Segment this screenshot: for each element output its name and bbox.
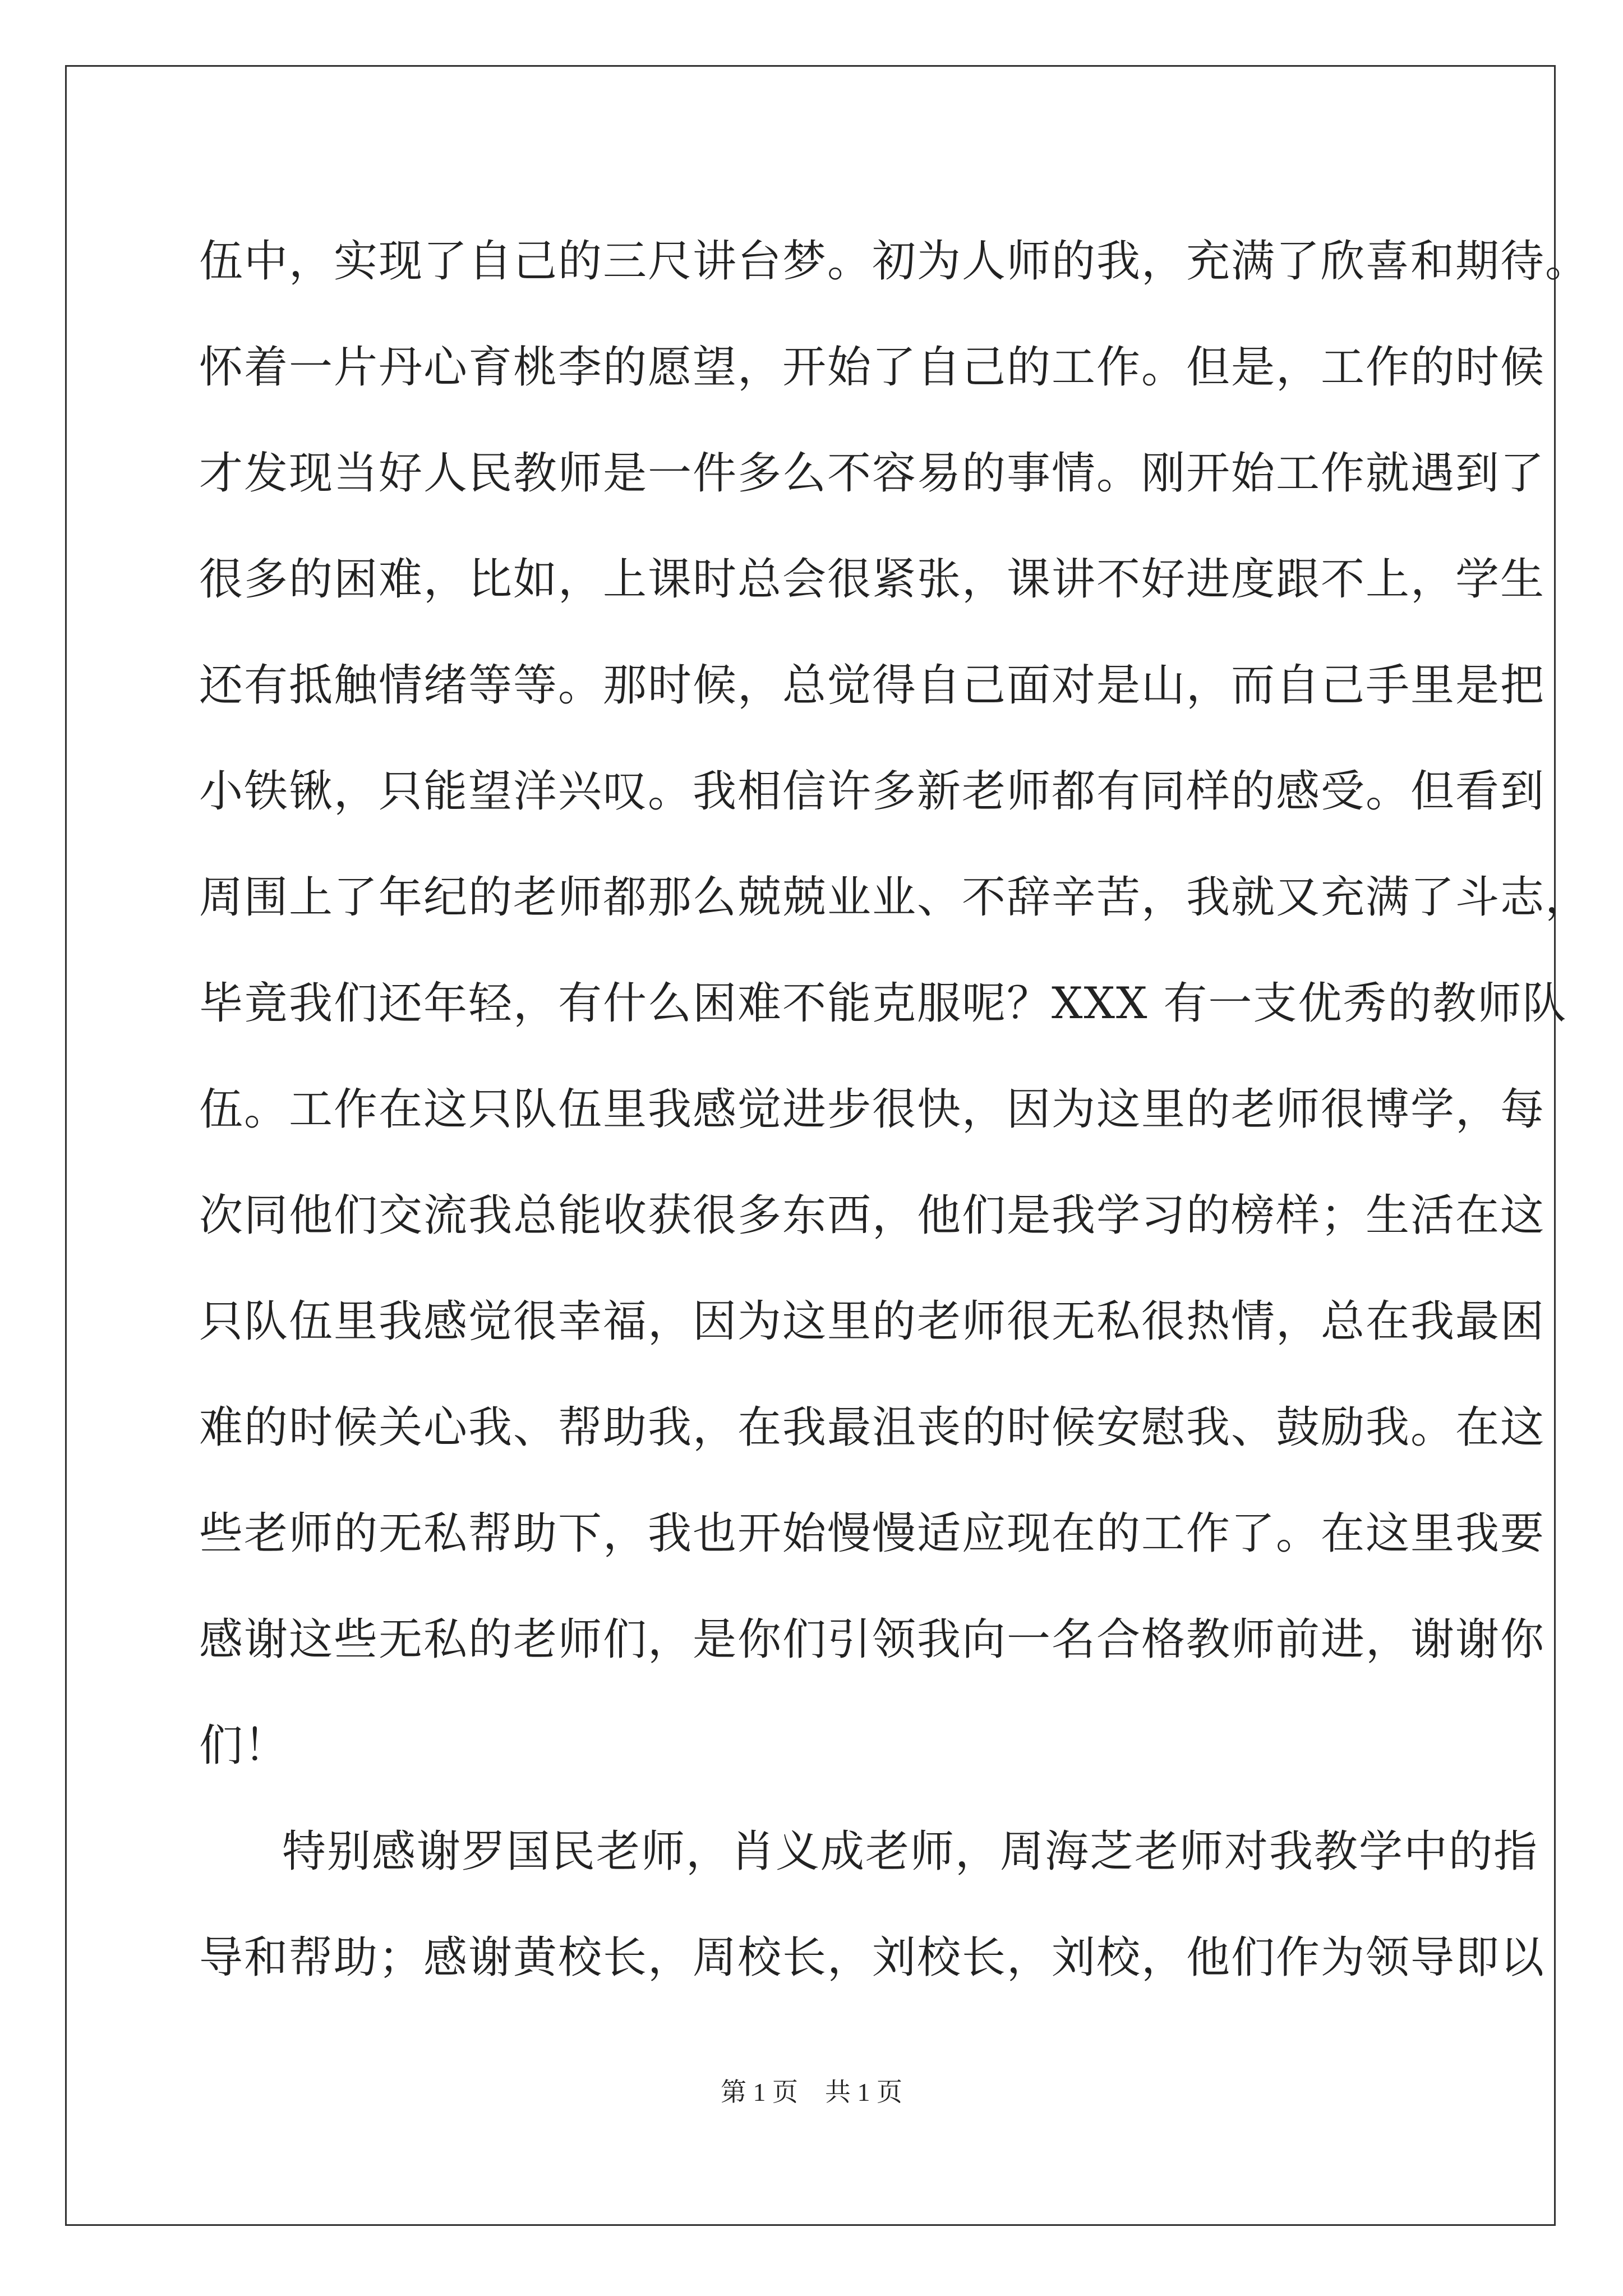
text-line: 周围上了年纪的老师都那么兢兢业业、不辞辛苦，我就又充满了斗志， [199,872,1590,923]
text-line: 难的时候关心我、帮助我，在我最沮丧的时候安慰我、鼓励我。在这 [199,1402,1546,1453]
text-line: 才发现当好人民教师是一件多么不容易的事情。刚开始工作就遇到了 [199,448,1546,499]
text-line: 们！ [199,1720,289,1771]
text-line: 只队伍里我感觉很幸福，因为这里的老师很无私很热情，总在我最困 [199,1296,1546,1347]
text-line: 伍中，实现了自己的三尺讲台梦。初为人师的我，充满了欣喜和期待。 [199,236,1590,287]
text-line: 导和帮助；感谢黄校长，周校长，刘校长，刘校，他们作为领导即以 [199,1932,1546,1983]
text-line: 毕竟我们还年轻，有什么困难不能克服呢？XXX 有一支优秀的教师队 [199,978,1567,1029]
paragraph-first-line: 特别感谢罗国民老师，肖义成老师，周海芝老师对我教学中的指 [282,1826,1539,1877]
text-line: 怀着一片丹心育桃李的愿望，开始了自己的工作。但是，工作的时候 [199,342,1546,393]
page-total: 共 1 页 [825,2078,902,2106]
document-body [199,209,1590,2011]
text-line: 很多的困难，比如，上课时总会很紧张，课讲不好进度跟不上，学生 [199,554,1546,605]
text-line: 小铁锹，只能望洋兴叹。我相信许多新老师都有同样的感受。但看到 [199,766,1546,817]
text-line: 次同他们交流我总能收获很多东西，他们是我学习的榜样；生活在这 [199,1190,1546,1241]
text-line: 些老师的无私帮助下，我也开始慢慢适应现在的工作了。在这里我要 [199,1508,1546,1559]
text-line: 感谢这些无私的老师们，是你们引领我向一名合格教师前进，谢谢你 [199,1614,1546,1665]
text-line: 伍。工作在这只队伍里我感觉进步很快，因为这里的老师很博学，每 [199,1084,1546,1135]
text-line: 还有抵触情绪等等。那时候，总觉得自己面对是山，而自己手里是把 [199,660,1546,711]
page-footer [0,2076,1623,2109]
page-number: 第 1 页 [721,2078,798,2106]
